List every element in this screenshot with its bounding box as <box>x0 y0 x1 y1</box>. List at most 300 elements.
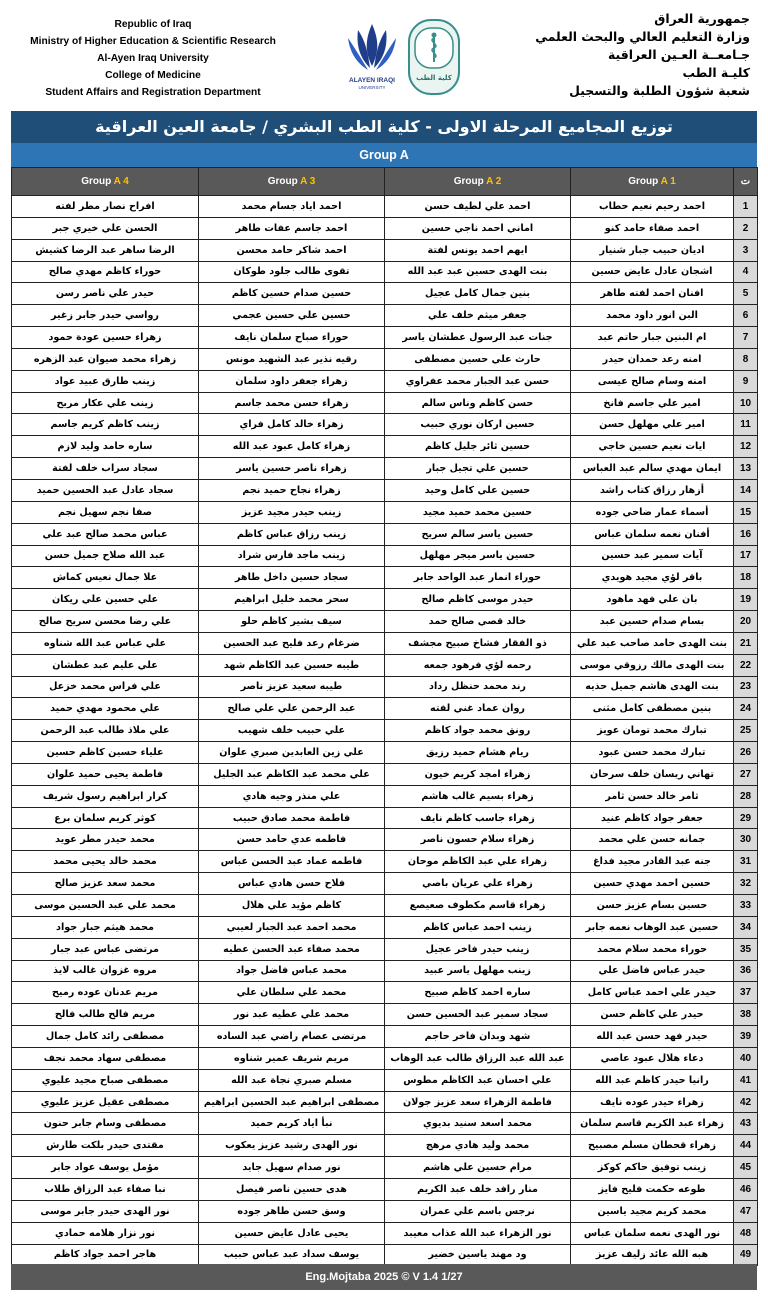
student-name-a4: علياء حسين كاظم حسين <box>12 742 199 764</box>
student-name-a3: مرتضى عصام راضي عبد الساده <box>199 1026 385 1048</box>
table-row <box>12 698 758 720</box>
student-name-a2: نرجس باسم علي عمران <box>385 1200 571 1222</box>
student-name-a4: مروه غزوان غالب لايذ <box>12 960 199 982</box>
row-number: 11 <box>734 414 758 436</box>
table-header-row <box>12 168 758 196</box>
table-row <box>12 960 758 982</box>
student-name-a4: حيدر علي ناصر رسن <box>12 283 199 305</box>
student-name-a4: علي حسين علي ريكان <box>12 589 199 611</box>
student-name-a4: مؤمل يوسف عواد جابر <box>12 1157 199 1179</box>
table-row <box>12 895 758 917</box>
student-name-a3: محمد علي عطيه عبد نور <box>199 1004 385 1026</box>
row-number: 44 <box>734 1135 758 1157</box>
student-name-a1: حيدر علي احمد عباس كامل <box>571 982 734 1004</box>
student-name-a3: زهراء ناصر حسين ياسر <box>199 458 385 480</box>
student-name-a1: محمد كريم مجيد ياسين <box>571 1200 734 1222</box>
student-name-a1: بان علي فهد ماهود <box>571 589 734 611</box>
student-name-a2: حسين علي كامل وحيد <box>385 479 571 501</box>
student-name-a4: محمد هيثم جبار جواد <box>12 916 199 938</box>
student-name-a4: مقتدى حيدر بلكت طارش <box>12 1135 199 1157</box>
student-name-a3: فاطمه عدي حامد حسن <box>199 829 385 851</box>
student-name-a3: محمد احمد عبد الجبار لعيبي <box>199 916 385 938</box>
student-name-a3: نور صدام سهيل جايد <box>199 1157 385 1179</box>
table-row <box>12 414 758 436</box>
table-row <box>12 873 758 895</box>
student-name-a2: حسن كاظم وناس سالم <box>385 392 571 414</box>
student-name-a3: نبأ اياد كريم حميد <box>199 1113 385 1135</box>
student-name-a1: أفنان نعمه سلمان عباس <box>571 523 734 545</box>
student-name-a3: علي منذر وجيه هادي <box>199 785 385 807</box>
row-number: 14 <box>734 479 758 501</box>
student-name-a1: حيدر فهد حسن عبد الله <box>571 1026 734 1048</box>
student-name-a2: زهراء سلام حسون ناصر <box>385 829 571 851</box>
row-number: 3 <box>734 239 758 261</box>
student-name-a2: حوراء انمار عبد الواحد جابر <box>385 567 571 589</box>
student-name-a2: حسين ثائر جليل كاظم <box>385 436 571 458</box>
document-title: توزيع المجاميع المرحلة الاولى - كلية الطب البشري / جامعة العين العراقية <box>11 111 757 143</box>
student-name-a1: زهراء حيدر عوده نايف <box>571 1091 734 1113</box>
row-number: 15 <box>734 501 758 523</box>
row-number: 28 <box>734 785 758 807</box>
student-name-a4: زينب طارق عبيد عواد <box>12 370 199 392</box>
student-name-a2: زينب مهلهل ياسر عبيد <box>385 960 571 982</box>
table-row <box>12 348 758 370</box>
student-name-a3: زهراء كامل عبود عبد الله <box>199 436 385 458</box>
student-name-a1: طوعه حكمت فليح فايز <box>571 1178 734 1200</box>
row-number: 46 <box>734 1178 758 1200</box>
letterhead-english <box>18 16 288 101</box>
student-name-a2: حارث علي حسين مصطفى <box>385 348 571 370</box>
student-name-a4: زهراء حسين عودة حمود <box>12 327 199 349</box>
student-name-a3: فاطمة محمد صادق حبيب <box>199 807 385 829</box>
student-name-a2: حسين ياسر ميجر مهلهل <box>385 545 571 567</box>
student-name-a2: زهراء بسيم غالب هاشم <box>385 785 571 807</box>
table-row <box>12 763 758 785</box>
student-name-a1: حسين بسام عزيز حسن <box>571 895 734 917</box>
student-name-a2: ذو الفقار فشاخ صبيح مجشف <box>385 632 571 654</box>
table-row <box>12 654 758 676</box>
table-row <box>12 239 758 261</box>
student-name-a3: زهراء خالد كامل فراي <box>199 414 385 436</box>
table-row <box>12 327 758 349</box>
student-name-a2: منار رافد خلف عبد الكريم <box>385 1178 571 1200</box>
student-name-a2: ايهم احمد يونس لفتة <box>385 239 571 261</box>
student-name-a1: رانيا حيدر كاظم عبد الله <box>571 1069 734 1091</box>
student-name-a2: حسين علي تجيل جبار <box>385 458 571 480</box>
student-name-a4: علي عليم عبد عطشان <box>12 654 199 676</box>
column-header-a4: Group A 4 <box>12 168 199 196</box>
student-name-a4: مريم فالح طالب فالح <box>12 1004 199 1026</box>
letterhead-en-line: Republic of Iraq <box>114 19 192 30</box>
row-number: 41 <box>734 1069 758 1091</box>
student-name-a2: حسين محمد حميد مجيد <box>385 501 571 523</box>
student-name-a3: زهراء نجاح حميد نجم <box>199 479 385 501</box>
letterhead-arabic <box>520 10 750 100</box>
student-name-a1: ايمان مهدي سالم عبد العباس <box>571 458 734 480</box>
group-table <box>11 167 758 1266</box>
table-row <box>12 217 758 239</box>
student-name-a2: بنت الهدى حسين عبد عبد الله <box>385 261 571 283</box>
student-name-a1: أزهار رزاق كتاب راشد <box>571 479 734 501</box>
row-number: 35 <box>734 938 758 960</box>
table-row <box>12 632 758 654</box>
student-name-a1: بسام صدام حسين عبد <box>571 611 734 633</box>
table-row <box>12 1047 758 1069</box>
table-row <box>12 370 758 392</box>
row-number: 23 <box>734 676 758 698</box>
student-name-a3: كاظم مؤيد علي هلال <box>199 895 385 917</box>
student-name-a3: تقوى طالب جلود طوكان <box>199 261 385 283</box>
student-name-a3: هدى حسين ناصر فيصل <box>199 1178 385 1200</box>
row-number: 19 <box>734 589 758 611</box>
table-row <box>12 458 758 480</box>
university-logo <box>346 20 398 96</box>
student-name-a2: مرام حسين علي هاشم <box>385 1157 571 1179</box>
student-name-a3: فاطمه عماد عبد الحسن عباس <box>199 851 385 873</box>
table-row <box>12 1069 758 1091</box>
student-name-a3: محمد عباس فاضل جواد <box>199 960 385 982</box>
student-name-a2: اماني احمد ناجي حسين <box>385 217 571 239</box>
student-name-a4: فاطمة يحيى حميد علوان <box>12 763 199 785</box>
table-row <box>12 261 758 283</box>
student-name-a3: سيف بشير كاظم حلو <box>199 611 385 633</box>
letterhead-ar-line: جـامعــة العـين العراقية <box>608 47 750 62</box>
column-header-a3: Group A 3 <box>199 168 385 196</box>
student-name-a1: البن انور داود محمد <box>571 305 734 327</box>
letterhead <box>0 0 768 110</box>
row-number: 12 <box>734 436 758 458</box>
student-name-a2: زهراء قاسم مكطوف صعيصع <box>385 895 571 917</box>
row-number: 4 <box>734 261 758 283</box>
student-name-a2: زهراء علي عبد الكاظم موحان <box>385 851 571 873</box>
student-name-a1: نور الهدى نعمه سلمان عباس <box>571 1222 734 1244</box>
table-row <box>12 851 758 873</box>
row-number: 16 <box>734 523 758 545</box>
student-name-a4: الحسن علي خيري جبر <box>12 217 199 239</box>
student-name-a3: علي حبيب خلف شهيب <box>199 720 385 742</box>
student-name-a3: نور الهدى رشيد عزيز يعكوب <box>199 1135 385 1157</box>
student-name-a4: مصطفى صباح مجيد عليوي <box>12 1069 199 1091</box>
student-name-a3: يوسف سداد عبد عباس حبيب <box>199 1244 385 1266</box>
student-name-a1: باقر لؤي مجيد هويدي <box>571 567 734 589</box>
table-row <box>12 1026 758 1048</box>
row-number: 36 <box>734 960 758 982</box>
row-number: 31 <box>734 851 758 873</box>
student-name-a2: رونق محمد جواد كاظم <box>385 720 571 742</box>
table-row <box>12 283 758 305</box>
student-name-a3: سحر محمد خليل ابراهيم <box>199 589 385 611</box>
student-name-a2: زينب احمد عباس كاظم <box>385 916 571 938</box>
table-row <box>12 501 758 523</box>
table-row <box>12 742 758 764</box>
row-number: 20 <box>734 611 758 633</box>
row-number: 40 <box>734 1047 758 1069</box>
student-name-a2: رحمه لؤي فرهود جمعه <box>385 654 571 676</box>
table-row <box>12 916 758 938</box>
student-name-a2: روان عماد غني لفته <box>385 698 571 720</box>
student-name-a1: تبارك محمد حسن عبود <box>571 742 734 764</box>
student-name-a1: ثامر خالد حسن ثامر <box>571 785 734 807</box>
student-name-a3: طيبه سعيد عزيز ناصر <box>199 676 385 698</box>
seal-text: كلية الطب <box>416 74 452 82</box>
table-row <box>12 829 758 851</box>
student-name-a4: ساره حامد وليد لازم <box>12 436 199 458</box>
student-name-a4: عبد الله صلاح جميل حسن <box>12 545 199 567</box>
table-row <box>12 1178 758 1200</box>
row-number: 42 <box>734 1091 758 1113</box>
student-name-a1: حيدر علي كاظم حسن <box>571 1004 734 1026</box>
student-name-a3: علي محمد عبد الكاظم عبد الجليل <box>199 763 385 785</box>
row-number: 25 <box>734 720 758 742</box>
student-name-a1: آيات سمير عبد حسين <box>571 545 734 567</box>
student-name-a3: محمد صفاء عبد الحسن عطيه <box>199 938 385 960</box>
student-name-a4: زهراء محمد صيوان عبد الزهره <box>12 348 199 370</box>
student-name-a1: حسين احمد مهدي حسين <box>571 873 734 895</box>
student-name-a4: سجاد سراب خلف لفتة <box>12 458 199 480</box>
table-row <box>12 611 758 633</box>
student-name-a3: محمد علي سلطان علي <box>199 982 385 1004</box>
student-name-a2: محمد وليد هادي مرهج <box>385 1135 571 1157</box>
table-row <box>12 479 758 501</box>
letterhead-en-line: Al-Ayen Iraq University <box>97 53 209 64</box>
student-name-a4: محمد حيدر مطر عويد <box>12 829 199 851</box>
table-row <box>12 436 758 458</box>
student-name-a4: مرتضى عباس عبد جبار <box>12 938 199 960</box>
column-header-a2: Group A 2 <box>385 168 571 196</box>
table-row <box>12 305 758 327</box>
student-name-a4: زينب علي عكار مريح <box>12 392 199 414</box>
row-number: 48 <box>734 1222 758 1244</box>
table-row <box>12 938 758 960</box>
student-name-a1: افنان احمد لفته طاهر <box>571 283 734 305</box>
student-name-a2: جعفر ميثم خلف علي <box>385 305 571 327</box>
table-row <box>12 523 758 545</box>
student-name-a2: بنين جمال كامل عجيل <box>385 283 571 305</box>
row-number: 34 <box>734 916 758 938</box>
column-header-a1: Group A 1 <box>571 168 734 196</box>
student-name-a1: بنين مصطفى كامل مثنى <box>571 698 734 720</box>
student-name-a3: وسق حسن طاهر جوده <box>199 1200 385 1222</box>
student-name-a3: عبد الرحمن علي علي صالح <box>199 698 385 720</box>
table-row <box>12 196 758 218</box>
student-name-a2: نور الزهراء عبد الله عذاب معيبد <box>385 1222 571 1244</box>
student-name-a1: بنت الهدى حامد صاحب عبد علي <box>571 632 734 654</box>
student-name-a4: مريم عدنان عوده رميح <box>12 982 199 1004</box>
table-row <box>12 589 758 611</box>
row-number: 29 <box>734 807 758 829</box>
student-name-a2: زينب حيدر فاخر عجيل <box>385 938 571 960</box>
student-name-a2: حسن عبد الجبار محمد عفراوي <box>385 370 571 392</box>
student-name-a3: مصطفى ابراهيم عبد الحسين ابراهيم <box>199 1091 385 1113</box>
student-name-a1: دعاء هلال عبود عاصي <box>571 1047 734 1069</box>
table-row <box>12 567 758 589</box>
student-name-a4: كوثر كريم سلمان برع <box>12 807 199 829</box>
student-name-a2: محمد اسعد سنيد بديوي <box>385 1113 571 1135</box>
student-name-a3: فلاح حسن هادي عباس <box>199 873 385 895</box>
student-name-a3: احمد شاكر حامد محسن <box>199 239 385 261</box>
row-number: 1 <box>734 196 758 218</box>
student-name-a2: ساره احمد كاظم صبيح <box>385 982 571 1004</box>
student-name-a2: عبد الله عبد الرزاق طالب عبد الوهاب <box>385 1047 571 1069</box>
letterhead-ar-line: وزارة التعليم العالي والبحث العلمي <box>535 29 750 44</box>
student-name-a4: علي ملاذ طالب عبد الرحمن <box>12 720 199 742</box>
table-row <box>12 545 758 567</box>
student-name-a1: زهراء قحطان مسلم مصبيح <box>571 1135 734 1157</box>
student-name-a4: كرار ابراهيم رسول شريف <box>12 785 199 807</box>
row-number: 26 <box>734 742 758 764</box>
column-header-number: ت <box>734 168 758 196</box>
student-name-a4: زينب كاظم كريم جاسم <box>12 414 199 436</box>
row-number: 43 <box>734 1113 758 1135</box>
student-name-a1: اديان حبيب جبار شنيار <box>571 239 734 261</box>
table-row <box>12 982 758 1004</box>
student-name-a3: يحيى عادل عايض حسين <box>199 1222 385 1244</box>
row-number: 33 <box>734 895 758 917</box>
student-name-a1: بنت الهدى هاشم جميل حذيه <box>571 676 734 698</box>
letterhead-ar-line: كليـة الطب <box>682 65 750 80</box>
letterhead-en-line: College of Medicine <box>105 70 201 81</box>
student-name-a4: الرضا ساهر عبد الرضا كشيش <box>12 239 199 261</box>
student-name-a1: تبارك محمد تومان عويز <box>571 720 734 742</box>
row-number: 30 <box>734 829 758 851</box>
student-name-a1: هبه الله عائد زليف عزيز <box>571 1244 734 1266</box>
student-name-a2: سجاد سمير عبد الحسين حسن <box>385 1004 571 1026</box>
table-row <box>12 720 758 742</box>
student-name-a3: علي زين العابدين صبري علوان <box>199 742 385 764</box>
student-name-a2: ريام هشام حميد رزيق <box>385 742 571 764</box>
student-name-a4: افراح نصار مطر لفته <box>12 196 199 218</box>
student-name-a2: حسين ياسر سالم سريح <box>385 523 571 545</box>
student-name-a3: رقيه نذير عبد الشهيد مونس <box>199 348 385 370</box>
student-name-a3: حوراء صباح سلمان نايف <box>199 327 385 349</box>
student-name-a1: حيدر عباس فاضل علي <box>571 960 734 982</box>
student-name-a1: زينب توفيق حاكم كوكز <box>571 1157 734 1179</box>
table-row <box>12 1091 758 1113</box>
row-number: 32 <box>734 873 758 895</box>
row-number: 21 <box>734 632 758 654</box>
student-name-a3: زينب ماجد فارس شراد <box>199 545 385 567</box>
letterhead-en-line: Student Affairs and Registration Department <box>45 87 261 98</box>
student-name-a4: علي رضا محسن سريح صالح <box>12 611 199 633</box>
student-name-a4: مصطفى رائد كامل جمال <box>12 1026 199 1048</box>
student-name-a4: نور نزار هلامه حمادي <box>12 1222 199 1244</box>
row-number: 39 <box>734 1026 758 1048</box>
student-name-a4: صفا نجم سهيل نجم <box>12 501 199 523</box>
student-name-a2: حسين اركان نوري حبيب <box>385 414 571 436</box>
student-name-a1: احمد صفاء حامد كنو <box>571 217 734 239</box>
table-row <box>12 1244 758 1266</box>
student-name-a2: خالد قصي صالح حمد <box>385 611 571 633</box>
row-number: 49 <box>734 1244 758 1266</box>
student-name-a3: زينب حيدر مجيد عزيز <box>199 501 385 523</box>
student-name-a3: احمد جاسم عفات طاهر <box>199 217 385 239</box>
student-name-a2: جنات عبد الرسول عطشان ياسر <box>385 327 571 349</box>
row-number: 45 <box>734 1157 758 1179</box>
student-name-a3: زهراء جعفر داود سلمان <box>199 370 385 392</box>
student-name-a1: جعفر جواد كاظم عنيد <box>571 807 734 829</box>
student-name-a4: مصطفى عقيل عزيز عليوي <box>12 1091 199 1113</box>
student-name-a1: اشجان عادل عايض حسين <box>571 261 734 283</box>
table-row <box>12 1135 758 1157</box>
student-name-a1: امنه رعد حمدان حيدر <box>571 348 734 370</box>
student-name-a4: علا جمال نعيس كماش <box>12 567 199 589</box>
student-name-a1: ايات نعيم حسين خاجي <box>571 436 734 458</box>
student-name-a1: امير علي جاسم فانخ <box>571 392 734 414</box>
logo-text: ALAYEN IRAQI <box>349 77 395 84</box>
row-number: 18 <box>734 567 758 589</box>
letterhead-en-line: Ministry of Higher Education & Scientific Research <box>30 36 276 47</box>
footer-credit: Eng.Mojtaba 2025 © V 1.4 1/27 <box>11 1264 757 1290</box>
student-name-a4: مصطفى وسام جابر حنون <box>12 1113 199 1135</box>
student-name-a1: جمانه حسن علي محمد <box>571 829 734 851</box>
table-row <box>12 1222 758 1244</box>
letterhead-ar-line: جمهورية العراق <box>654 11 750 26</box>
student-name-a3: زينب رزاق عباس كاظم <box>199 523 385 545</box>
student-name-a4: رواسي حيدر جابر زغير <box>12 305 199 327</box>
student-name-a1: امنه وسام صالح عيسى <box>571 370 734 392</box>
student-name-a1: جنه عبد القادر مجيد فداغ <box>571 851 734 873</box>
row-number: 38 <box>734 1004 758 1026</box>
student-name-a4: محمد خالد يحيى محمد <box>12 851 199 873</box>
student-name-a4: محمد علي عبد الحسين موسى <box>12 895 199 917</box>
student-name-a4: مصطفى سهاد محمد نجف <box>12 1047 199 1069</box>
row-number: 24 <box>734 698 758 720</box>
row-number: 8 <box>734 348 758 370</box>
table-row <box>12 676 758 698</box>
student-name-a3: طيبه حسين عبد الكاظم شهد <box>199 654 385 676</box>
student-name-a2: علي احسان عبد الكاظم مطوس <box>385 1069 571 1091</box>
student-name-a4: عباس محمد صالح عبد علي <box>12 523 199 545</box>
student-name-a2: زهراء امجد كريم خيون <box>385 763 571 785</box>
student-name-a2: شهد وبدان فاخر حاجم <box>385 1026 571 1048</box>
row-number: 13 <box>734 458 758 480</box>
student-name-a1: حوراء محمد سلام محمد <box>571 938 734 960</box>
student-name-a1: حسين عبد الوهاب نعمه جابر <box>571 916 734 938</box>
student-name-a4: حوراء كاظم مهدي صالح <box>12 261 199 283</box>
row-number: 5 <box>734 283 758 305</box>
student-name-a3: مسلم صبري نجاة عبد الله <box>199 1069 385 1091</box>
student-name-a4: علي عباس عبد الله شناوه <box>12 632 199 654</box>
row-number: 7 <box>734 327 758 349</box>
student-name-a1: امير علي مهلهل حسن <box>571 414 734 436</box>
student-name-a2: حيدر موسى كاظم صالح <box>385 589 571 611</box>
college-seal <box>407 18 461 96</box>
table-row <box>12 785 758 807</box>
student-name-a3: حسين علي حسين عجمي <box>199 305 385 327</box>
student-name-a3: مريم شريف عمير شناوه <box>199 1047 385 1069</box>
student-name-a3: احمد اياد جسام محمد <box>199 196 385 218</box>
row-number: 22 <box>734 654 758 676</box>
student-name-a4: نور الهدى حيدر جابر موسى <box>12 1200 199 1222</box>
row-number: 10 <box>734 392 758 414</box>
student-name-a3: ضرغام رعد فليح عبد الحسين <box>199 632 385 654</box>
student-name-a2: احمد علي لطيف حسن <box>385 196 571 218</box>
table-row <box>12 1200 758 1222</box>
row-number: 37 <box>734 982 758 1004</box>
student-name-a3: زهراء حسن محمد جاسم <box>199 392 385 414</box>
table-row <box>12 807 758 829</box>
row-number: 2 <box>734 217 758 239</box>
student-name-a1: ام البنين جبار حاتم عبد <box>571 327 734 349</box>
student-name-a3: سجاد حسين داخل طاهر <box>199 567 385 589</box>
student-name-a4: هاجر احمد جواد كاظم <box>12 1244 199 1266</box>
student-name-a1: زهراء عبد الكريم قاسم سلمان <box>571 1113 734 1135</box>
table-row <box>12 1113 758 1135</box>
student-name-a2: فاطمة الزهراء سعد عزيز جولان <box>385 1091 571 1113</box>
row-number: 17 <box>734 545 758 567</box>
student-name-a1: احمد رحيم نعيم حطاب <box>571 196 734 218</box>
student-name-a4: نبا صفاء عبد الرزاق طلاب <box>12 1178 199 1200</box>
